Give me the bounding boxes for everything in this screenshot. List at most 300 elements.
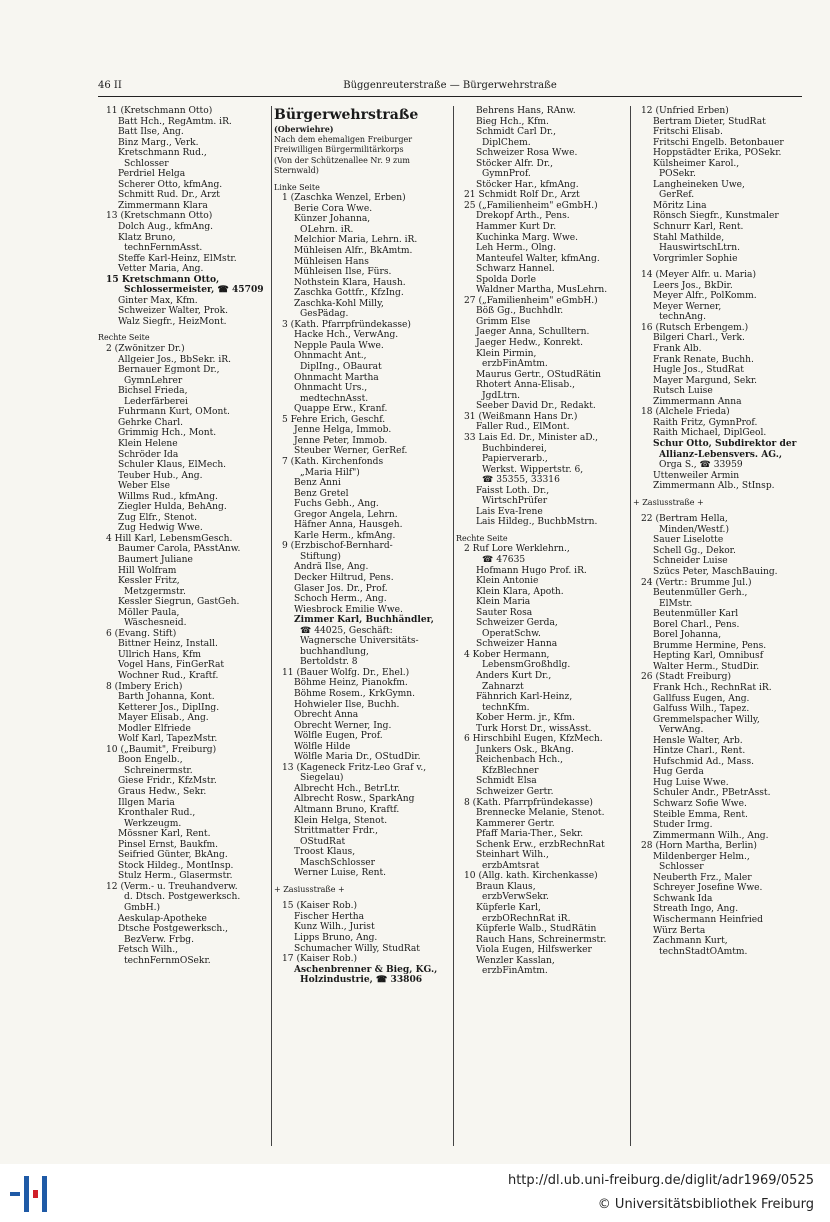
entry-line: Ginter Max, Kfm.: [118, 295, 198, 306]
entry-line: Linke Seite: [274, 182, 320, 192]
entry-line: Decker Hiltrud, Pens.: [294, 572, 394, 583]
entry-line: Andrä Ilse, Ang.: [294, 562, 369, 573]
column-2: [274, 106, 454, 1156]
entry-line: Manteufel Walter, kfmAng.: [476, 253, 600, 264]
entry-line: Nach dem ehemaligen Freiburger: [274, 134, 413, 144]
entry-line: Wenzler Kasslan,: [476, 955, 555, 966]
entry-line: ☎ 47635: [482, 554, 526, 565]
entry-line: 11 (Kretschmann Otto): [106, 106, 213, 116]
entry-line: Obrecht Werner, Ing.: [294, 720, 392, 731]
entry-line: Häfner Anna, Hausgeh.: [294, 520, 403, 531]
entry-line: Stahl Mathilde,: [653, 232, 725, 243]
entry-line: Faller Rud., ElMont.: [476, 422, 570, 433]
entry-line: Scherer Otto, kfmAng.: [118, 179, 223, 190]
entry-line: Strittmatter Frdr.,: [294, 826, 379, 837]
entry-line: Zug Elfr., Stenot.: [118, 512, 197, 523]
entry-line: Wischermann Heinfried: [653, 915, 763, 926]
entry-line: Siegelau): [300, 773, 344, 784]
entry-line: 18 (Alchele Frieda): [641, 407, 730, 418]
entry-line: Schumacher Willy, StudRat: [294, 943, 420, 954]
entry-line: Wäschesneid.: [124, 618, 187, 629]
entry-line: Giese Fridr., KfzMstr.: [118, 776, 217, 787]
entry-line: Schweizer Rosa Wwe.: [476, 148, 578, 159]
entry-line: Freiwilligen Bürgermilitärkorps: [274, 145, 404, 155]
entry-line: Junkers Osk., BkAng.: [476, 744, 574, 755]
entry-line: Seeber David Dr., Redakt.: [476, 401, 596, 412]
entry-line: 16 (Rutsch Erbengem.): [641, 322, 749, 333]
entry-line: Rönsch Siegfr., Kunstmaler: [653, 211, 779, 222]
entry-line: Külsheimer Karol.,: [653, 158, 740, 169]
entry-line: Grimm Else: [476, 316, 531, 327]
entry-line: Hammer Kurt Dr.: [476, 222, 557, 233]
entry-line: Kronthaler Rud.,: [118, 808, 196, 819]
entry-line: Walter Herm., StudDir.: [653, 661, 760, 672]
entry-line: Schwarz Sofie Wwe.: [653, 799, 747, 809]
entry-line: 14 (Meyer Alfr. u. Maria): [641, 270, 757, 281]
entry-line: 8 (Imbery Erich): [106, 681, 183, 692]
column-rule: [630, 106, 631, 1146]
entry-line: Graus Hedw., Sekr.: [118, 787, 207, 797]
entry-line: Braun Klaus,: [476, 881, 536, 892]
entry-line: Ohnmacht Urs.,: [294, 383, 368, 394]
entry-line: Aeskulap-Apotheke: [118, 913, 207, 924]
entry-line: Möller Paula,: [118, 607, 180, 618]
entry-line: Turk Horst Dr., wissAsst.: [476, 723, 592, 734]
entry-line: Künzer Johanna,: [294, 214, 371, 225]
entry-line: Leers Jos., BkDir.: [653, 280, 733, 291]
entry-line: Steuber Werner, GerRef.: [294, 446, 408, 457]
entry-line: Zimmer Karl, Buchhändler,: [294, 614, 434, 626]
entry-line: Rechte Seite: [456, 533, 508, 543]
library-logo-icon: [10, 1172, 52, 1216]
entry-line: Küpferle Walb., StudRätin: [476, 924, 597, 935]
entry-line: Schuler Andr., PBetrAsst.: [653, 788, 771, 799]
entry-line: Böhme Heinz, Pianokfm.: [294, 678, 408, 689]
entry-line: 2 (Zwönitzer Dr.): [106, 344, 185, 355]
entry-line: Schlosser: [124, 158, 169, 169]
entry-line: Bichsel Frieda,: [118, 386, 188, 397]
entry-line: Illgen Maria: [118, 797, 175, 808]
entry-line: Fritschi Engelb. Betonbauer: [653, 137, 784, 148]
entry-line: 8 (Kath. Pfarrpfründekasse): [464, 797, 593, 808]
street-title: Bürgerwehrstraße: [274, 107, 419, 123]
entry-line: OLehrn. iR.: [300, 224, 354, 235]
entry-line: POSekr.: [659, 169, 696, 180]
entry-line: Schmitt Rud. Dr., Arzt: [118, 190, 220, 201]
entry-line: Hofmann Hugo Prof. iR.: [476, 565, 587, 576]
entry-line: Klein Pirmin,: [476, 348, 537, 359]
entry-line: Hacke Hch., VerwAng.: [294, 330, 399, 341]
entry-line: Mössner Karl, Rent.: [118, 829, 211, 840]
entry-line: Vetter Maria, Ang.: [118, 264, 204, 275]
entry-line: Holzindustrie, ☎ 33806: [300, 974, 423, 986]
entry-line: Bertoldstr. 8: [300, 657, 358, 668]
entry-line: Schweizer Gertr.: [476, 787, 554, 797]
entry-line: 1 (Zaschka Wenzel, Erben): [282, 193, 406, 204]
entry-line: Steffe Karl-Heinz, ElMstr.: [118, 253, 237, 264]
entry-line: Raith Fritz, GymnProf.: [653, 417, 758, 428]
entry-line: GesPädag.: [300, 309, 349, 320]
entry-line: Streath Ingo, Ang.: [653, 904, 739, 915]
entry-line: Wochner Rud., Kraftf.: [118, 670, 219, 681]
entry-line: Zaschka Gottfr., KfzIng.: [294, 288, 404, 299]
entry-line: Klein Klara, Apoth.: [476, 586, 564, 597]
entry-line: Steible Emma, Rent.: [653, 809, 748, 820]
entry-line: Fähnrich Karl-Heinz,: [476, 692, 573, 703]
entry-line: Seifried Günter, BkAng.: [118, 850, 228, 861]
entry-line: 7 (Kath. Kirchenfonds: [282, 456, 384, 467]
entry-line: Klatz Bruno,: [118, 232, 176, 243]
entry-line: Brennecke Melanie, Stenot.: [476, 808, 605, 819]
entry-line: Kessler Fritz,: [118, 576, 180, 587]
entry-line: Schröder Ida: [118, 449, 179, 460]
entry-line: GymnLehrer: [124, 375, 183, 386]
entry-line: 13 (Kretschmann Otto): [106, 211, 213, 222]
entry-line: technFernmOSekr.: [124, 955, 211, 966]
entry-line: Ziegler Hulda, BehAng.: [118, 502, 227, 513]
entry-line: Karle Herm., kfmAng.: [294, 530, 396, 541]
entry-line: Böß Gg., Buchhdlr.: [476, 306, 564, 317]
entry-line: 28 (Horn Martha, Berlin): [641, 841, 757, 852]
entry-line: Kober Herm. jr., Kfm.: [476, 713, 576, 724]
permalink-url[interactable]: http://dl.ub.uni-freiburg.de/diglit/adr1969/0525: [507, 1173, 814, 1188]
copyright-notice: © Universitätsbibliothek Freiburg: [597, 1197, 814, 1212]
entry-line: Zimmermann Alb., StInsp.: [653, 481, 775, 492]
entry-line: Allgeier Jos., BbSekr. iR.: [118, 354, 231, 365]
entry-line: Binz Marg., Verk.: [118, 137, 199, 148]
entry-line: Drekopf Arth., Pens.: [476, 211, 570, 222]
column-3: [456, 106, 628, 1156]
entry-line: Anders Kurt Dr.,: [476, 670, 552, 681]
entry-line: medtechnAsst.: [300, 393, 369, 404]
entry-line: Schmidt Carl Dr.,: [476, 127, 557, 138]
entry-line: Kammerer Gertr.: [476, 818, 555, 829]
entry-line: Lais Eva-Irene: [476, 506, 543, 517]
entry-line: Sauer Liselotte: [653, 535, 724, 546]
entry-line: Uttenweiler Armin: [653, 470, 740, 481]
entry-line: Hugle Jos., StudRat: [653, 365, 744, 376]
entry-line: Lipps Bruno, Ang.: [294, 933, 378, 944]
entry-line: Schlosser: [659, 862, 704, 873]
entry-line: Nepple Paula Wwe.: [294, 340, 384, 351]
entry-line: Reichenbach Hch.,: [476, 755, 564, 766]
entry-line: Würz Berta: [653, 925, 706, 936]
entry-line: Allianz-Lebensvers. AG.,: [659, 448, 783, 460]
entry-line: Szücs Peter, MaschBauing.: [653, 566, 778, 577]
entry-line: Gregor Angela, Lehrn.: [294, 509, 398, 520]
entry-line: ElMstr.: [659, 598, 693, 609]
entry-line: Schweizer Gerda,: [476, 618, 558, 629]
viewer-footer: [0, 1164, 830, 1222]
entry-line: Mühleisen Alfr., BkAmtm.: [294, 246, 413, 257]
entry-line: (Von der Schützenallee Nr. 9 zum: [274, 155, 410, 165]
entry-line: Raith Michael, DiplGeol.: [653, 428, 767, 439]
entry-line: (Oberwiehre): [274, 124, 334, 134]
entry-line: Wölfle Hilde: [294, 741, 351, 752]
entry-line: Ohnmacht Ant.,: [294, 351, 367, 362]
entry-line: Albrecht Rosw., SparkAng: [294, 794, 415, 805]
header-rule: [98, 96, 802, 97]
entry-line: Lederfärberei: [124, 396, 188, 407]
entry-line: Fritschi Elisab.: [653, 127, 723, 138]
entry-line: Kessler Siegrun, GastGeh.: [118, 597, 240, 608]
entry-line: Neuberth Frz., Maler: [653, 872, 752, 883]
entry-line: 24 (Vertr.: Brumme Jul.): [641, 577, 752, 588]
entry-line: Mühleisen Hans: [294, 256, 369, 267]
entry-line: 5 Fehre Erich, Geschf.: [282, 414, 386, 425]
entry-line: Leh Herm., Olng.: [476, 243, 557, 254]
entry-line: Borel Johanna,: [653, 630, 722, 641]
entry-line: Klein Helga, Stenot.: [294, 815, 388, 826]
entry-line: Hoppstädter Erika, POSekr.: [653, 148, 782, 159]
column-rule: [453, 106, 454, 1146]
entry-line: Klein Maria: [476, 597, 531, 608]
entry-line: 17 (Kaiser Rob.): [282, 954, 358, 965]
entry-line: Zimmermann Klara: [118, 200, 208, 211]
entry-line: 15 Kretschmann Otto,: [106, 273, 220, 285]
entry-line: Wagnersche Universitäts-: [300, 636, 419, 647]
entry-line: Weber Else: [118, 481, 171, 492]
entry-line: erzbVerwSekr.: [482, 892, 549, 903]
entry-line: 12 (Unfried Erben): [641, 106, 729, 116]
entry-line: Walz Siegfr., HeizMont.: [118, 316, 227, 327]
entry-line: d. Dtsch. Postgewerksch.: [124, 892, 241, 903]
entry-line: Klein Helene: [118, 438, 178, 449]
entry-line: Gremmelspacher Willy,: [653, 714, 760, 725]
entry-line: Melchior Maria, Lehrn. iR.: [294, 235, 418, 246]
entry-line: Frank Hch., RechnRat iR.: [653, 682, 772, 693]
entry-line: Rhotert Anna-Elisab.,: [476, 380, 576, 391]
entry-line: Fischer Hertha: [294, 911, 365, 922]
entry-line: 4 Kober Hermann,: [464, 649, 550, 660]
entry-line: Stöcker Alfr. Dr.,: [476, 158, 553, 169]
entry-line: Teuber Hub., Ang.: [118, 470, 203, 481]
entry-line: Schweizer Hanna: [476, 639, 558, 650]
entry-line: Mayer Margund, Sekr.: [653, 375, 758, 386]
entry-line: Boon Engelb.,: [118, 755, 183, 766]
entry-line: Bernauer Egmont Dr.,: [118, 365, 220, 376]
entry-line: Spolda Dorle: [476, 274, 536, 285]
entry-line: Brumme Hermine, Pens.: [653, 640, 767, 651]
running-title: Büggenreuterstraße — Bürgerwehrstraße: [343, 80, 557, 91]
entry-line: 27 („Familienheim" eGmbH.): [464, 295, 598, 306]
entry-line: technFernmAsst.: [124, 243, 203, 254]
entry-line: Sternwald): [274, 166, 319, 176]
entry-line: Hensle Walter, Arb.: [653, 735, 743, 746]
entry-line: Schwank Ida: [653, 893, 713, 904]
entry-line: Hintze Charl., Rent.: [653, 746, 746, 757]
entry-line: Glaser Jos. Dr., Prof.: [294, 583, 388, 594]
entry-line: Möritz Lina: [653, 200, 707, 211]
entry-line: 31 (Weißmann Hans Dr.): [464, 411, 578, 422]
entry-line: technAng.: [659, 312, 706, 323]
entry-line: Gehrke Charl.: [118, 417, 184, 428]
entry-line: Batt Hch., RegAmtm. iR.: [118, 116, 232, 127]
entry-line: Modler Elfriede: [118, 723, 191, 734]
entry-line: BezVerw. Frbg.: [124, 934, 194, 945]
entry-line: Fuhrmann Kurt, OMont.: [118, 407, 230, 418]
entry-line: Sauter Rosa: [476, 607, 533, 618]
entry-line: Buchbinderei,: [482, 443, 547, 454]
entry-line: Wölfle Eugen, Prof.: [294, 731, 383, 742]
entry-line: Wolf Karl, TapezMstr.: [118, 734, 218, 745]
entry-line: Zug Hedwig Wwe.: [118, 523, 203, 534]
entry-line: Barth Johanna, Kont.: [118, 692, 215, 703]
entry-line: Hohwieler Ilse, Buchh.: [294, 699, 400, 710]
entry-line: Mühleisen Ilse, Fürs.: [294, 267, 392, 278]
entry-line: VerwAng.: [659, 725, 704, 736]
entry-line: Bieg Hch., Kfm.: [476, 116, 549, 127]
entry-line: Werkzeugm.: [124, 818, 182, 829]
entry-line: 15 (Kaiser Rob.): [282, 901, 358, 912]
entry-line: Frank Alb.: [653, 344, 702, 355]
entry-line: Quappe Erw., Kranf.: [294, 404, 388, 415]
entry-line: Baumer Carola, PAsstAnw.: [118, 544, 241, 555]
entry-line: buchhandlung,: [300, 646, 369, 657]
entry-line: 10 („Baumit", Freiburg): [106, 744, 217, 755]
entry-line: Wölfle Maria Dr., OStudDir.: [294, 752, 421, 763]
entry-line: erzbFinAmtm.: [482, 966, 548, 977]
entry-line: Zachmann Kurt,: [653, 936, 728, 947]
running-header: [98, 80, 802, 94]
entry-line: Schlossermeister, ☎ 45709: [124, 284, 264, 296]
entry-line: Klein Antonie: [476, 576, 539, 587]
entry-line: Jaeger Hedw., Konrekt.: [476, 338, 584, 349]
entry-line: 21 Schmidt Rolf Dr., Arzt: [464, 190, 580, 201]
entry-line: Metzgermstr.: [124, 586, 186, 597]
entry-line: Behrens Hans, RAnw.: [476, 106, 576, 116]
entry-line: DiplIng., OBaurat: [300, 362, 382, 373]
entry-line: WirtschPrüfer: [482, 496, 548, 507]
entry-line: Benz Gretel: [294, 488, 349, 499]
entry-line: Schreinermstr.: [124, 765, 193, 776]
entry-line: Stöcker Har., kfmAng.: [476, 179, 579, 190]
entry-line: + Zasiusstraße +: [633, 497, 704, 507]
entry-line: Bilgeri Charl., Verk.: [653, 333, 745, 344]
column-rule: [271, 106, 272, 1146]
entry-line: 3 (Kath. Pfarrpfründekasse): [282, 319, 411, 330]
entry-line: Rutsch Luise: [653, 386, 713, 397]
entry-line: + Zasiusstraße +: [274, 884, 345, 894]
entry-line: 33 Lais Ed. Dr., Minister aD.,: [464, 432, 599, 443]
entry-line: Willms Rud., kfmAng.: [118, 491, 218, 502]
entry-line: HauswirtschLtrn.: [659, 243, 740, 254]
entry-line: Lais Hildeg., BuchbMstrn.: [476, 517, 598, 528]
entry-line: Zaschka-Kohl Milly,: [294, 298, 384, 309]
entry-line: Steinhart Wilh.,: [476, 850, 549, 861]
entry-line: Minden/Westf.): [659, 524, 729, 535]
entry-line: Meyer Alfr., PolKomm.: [653, 291, 757, 302]
entry-line: Hill Wolfram: [118, 565, 177, 576]
entry-line: Altmann Bruno, Kraftf.: [294, 805, 400, 815]
entry-line: KfzBlechner: [482, 765, 539, 776]
entry-line: Schuler Klaus, ElMech.: [118, 460, 227, 471]
entry-line: Schmidt Elsa: [476, 776, 537, 787]
entry-line: Kretschmann Rud.,: [118, 148, 207, 159]
entry-line: Perdriel Helga: [118, 169, 186, 180]
entry-line: Schoch Herm., Ang.: [294, 594, 387, 605]
entry-line: Meyer Werner,: [653, 301, 722, 312]
entry-line: OperatSchw.: [482, 628, 541, 639]
entry-line: Rechte Seite: [98, 333, 150, 343]
entry-line: Galfuss Wilh., Tapez.: [653, 704, 750, 715]
entry-line: Schwarz Hannel.: [476, 264, 555, 275]
entry-line: Frank Renate, Buchh.: [653, 354, 754, 365]
entry-line: Vorgrimler Sophie: [653, 253, 738, 264]
entry-line: Schur Otto, Subdirektor der: [653, 437, 797, 449]
entry-line: GymnProf.: [482, 169, 531, 180]
entry-line: 26 (Stadt Freiburg): [641, 672, 732, 683]
entry-line: Jaeger Anna, Schulltern.: [476, 327, 590, 338]
entry-line: 22 (Bertram Hella,: [641, 514, 728, 525]
entry-line: technKfm.: [482, 702, 530, 713]
entry-line: Schell Gg., Dekor.: [653, 545, 736, 556]
entry-line: Studer Irmg.: [653, 820, 713, 831]
entry-line: 6 (Evang. Stift): [106, 628, 177, 639]
entry-line: Hepting Karl, Omnibusf: [653, 651, 764, 662]
entry-line: Dtsche Postgewerksch.,: [118, 924, 229, 935]
entry-line: OStudRat: [300, 836, 346, 847]
entry-line: Viola Eugen, Hilfswerker: [476, 945, 592, 956]
entry-line: Ullrich Hans, Kfm: [118, 649, 202, 660]
entry-line: Nothstein Klara, Haush.: [294, 277, 406, 288]
entry-line: Dolch Aug., kfmAng.: [118, 222, 214, 233]
entry-line: Stulz Herm., Glasermstr.: [118, 871, 233, 882]
entry-line: Böhme Rosem., KrkGymn.: [294, 688, 415, 699]
entry-line: Stock Hildeg., MontInsp.: [118, 860, 234, 871]
entry-line: Pfaff Maria-Ther., Sekr.: [476, 829, 584, 840]
entry-line: Jenne Peter, Immob.: [294, 435, 388, 446]
entry-line: Batt Ilse, Ang.: [118, 127, 184, 138]
entry-line: erzbORechnRat iR.: [482, 913, 571, 924]
entry-line: Fuchs Gebh., Ang.: [294, 499, 379, 510]
entry-line: Vogel Hans, FinGerRat: [118, 660, 225, 671]
entry-line: Hug Luise Wwe.: [653, 777, 729, 788]
entry-line: Kuchinka Marg. Wwe.: [476, 232, 579, 243]
entry-line: Zahnarzt: [482, 681, 524, 692]
entry-line: Gallfuss Eugen, Ang.: [653, 693, 750, 704]
entry-line: Hufschmid Ad., Mass.: [653, 756, 755, 767]
entry-line: Hug Gerda: [653, 767, 704, 778]
entry-line: 25 („Familienheim" eGmbH.): [464, 200, 598, 211]
entry-line: Jenne Helga, Immob.: [294, 425, 392, 436]
entry-line: Borel Charl., Pens.: [653, 619, 740, 630]
entry-line: erzbFinAmtm.: [482, 359, 548, 370]
entry-line: „Maria Hilf"): [300, 467, 360, 478]
entry-line: Ketterer Jos., DiplIng.: [118, 702, 220, 713]
entry-line: 4 Hill Karl, LebensmGesch.: [106, 533, 233, 544]
entry-line: Zimmermann Wilh., Ang.: [653, 830, 769, 841]
entry-line: Benz Anni: [294, 478, 341, 489]
entry-line: JgdLtrn.: [482, 390, 521, 401]
column-1: [98, 106, 268, 1156]
entry-line: Küpferle Karl,: [476, 903, 541, 914]
entry-line: ☎ 35355, 33316: [482, 475, 560, 486]
entry-line: Maurus Gertr., OStudRätin: [476, 369, 601, 380]
entry-line: Stiftung): [300, 551, 341, 562]
entry-line: 10 (Allg. kath. Kirchenkasse): [464, 871, 598, 882]
entry-line: Beutenmüller Karl: [653, 609, 739, 620]
entry-line: 12 (Verm.- u. Treuhandverw.: [106, 881, 238, 892]
entry-line: 6 Hirschbihl Eugen, KfzMech.: [464, 734, 603, 745]
entry-line: Baumert Juliane: [118, 554, 193, 565]
entry-line: 9 (Erzbischof-Bernhard-: [282, 541, 393, 552]
entry-line: Mayer Elisab., Ang.: [118, 713, 209, 724]
entry-line: erzbAmtsrat: [482, 860, 540, 871]
entry-line: 13 (Kageneck Fritz-Leo Graf v.,: [282, 762, 427, 773]
entry-line: Zimmermann Anna: [653, 396, 742, 407]
entry-line: Schweizer Walter, Prok.: [118, 306, 229, 317]
